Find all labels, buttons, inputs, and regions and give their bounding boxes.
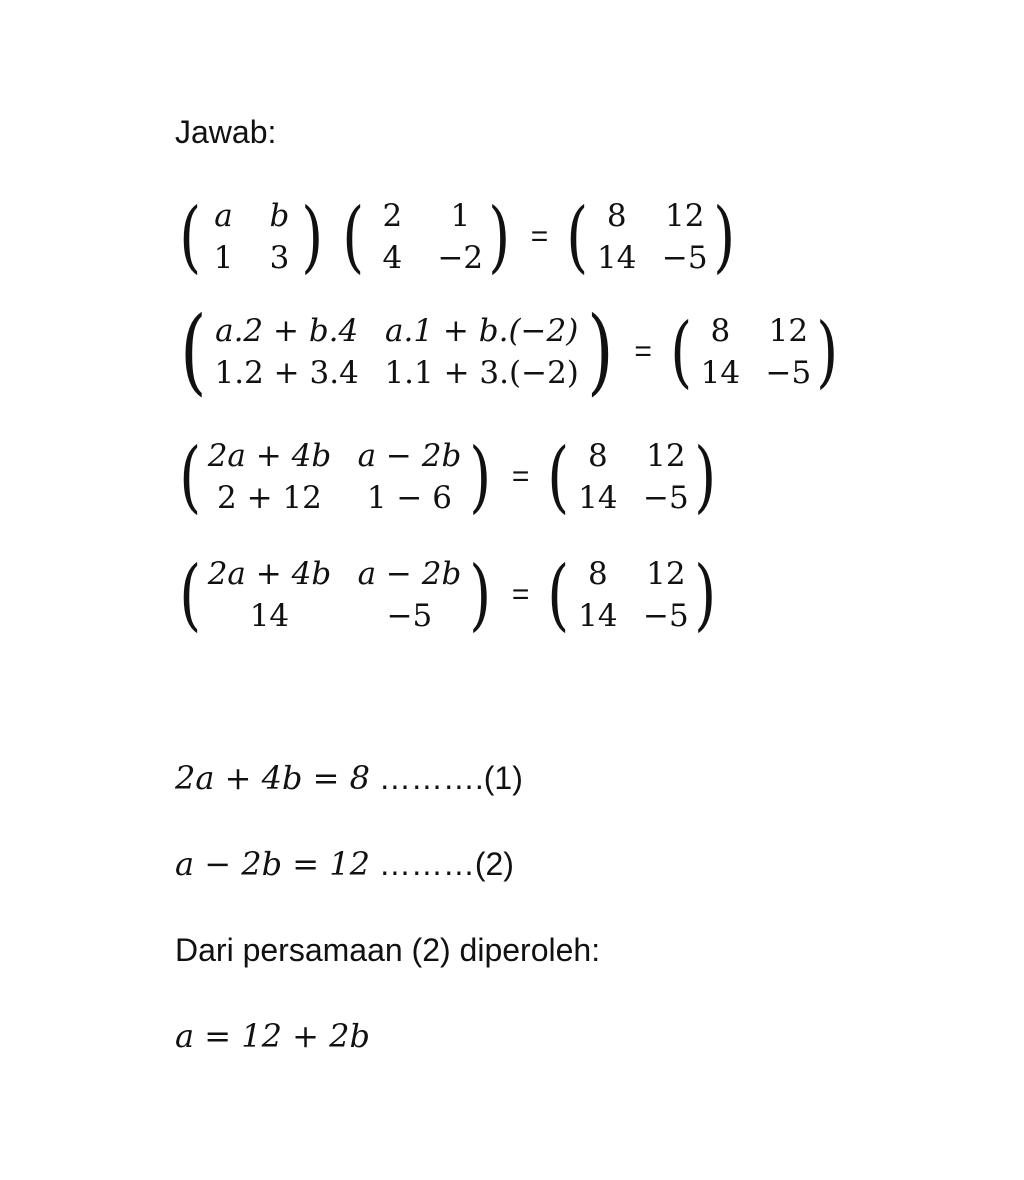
matrix-result <box>562 191 739 282</box>
left-paren: ( <box>179 191 202 282</box>
left-paren: ( <box>670 306 693 397</box>
left-paren: ( <box>180 297 207 407</box>
matrix-cell: 8 <box>710 312 731 349</box>
matrix-cell: b <box>269 197 290 234</box>
matrix-cell: −5 <box>765 354 812 391</box>
matrix-cell: 14 <box>578 597 618 634</box>
equals-sign: = <box>530 220 549 253</box>
matrix-cell: 1.1 + 3.(−2) <box>384 354 579 391</box>
matrix-product <box>175 297 618 407</box>
matrix-cell: 14 <box>249 597 290 634</box>
matrix-cell: a.1 + b.(−2) <box>385 312 579 349</box>
matrix-cell: 1 − 6 <box>366 479 452 516</box>
matrix-cell: 12 <box>646 555 686 592</box>
equation-tag: ………(2) <box>369 846 514 882</box>
matrix-cells <box>205 553 465 637</box>
right-paren: ) <box>586 297 614 407</box>
matrix-cells <box>593 195 709 279</box>
matrix-cell: a.2 + b.4 <box>215 312 359 349</box>
matrix-cells <box>368 195 484 279</box>
equation-math: 2a + 4b = 8 <box>175 759 370 797</box>
matrix-cell: 12 <box>664 197 705 234</box>
equation-2 <box>175 845 514 883</box>
equation-tag: ……….(1) <box>369 760 523 796</box>
matrix-simplified <box>175 431 496 522</box>
matrix-cell: 12 <box>768 312 809 349</box>
matrix-cell: 2 <box>382 197 403 234</box>
matrix-cell: 8 <box>587 437 608 474</box>
equals-sign: = <box>511 460 530 493</box>
matrix-cell: 3 <box>269 239 290 276</box>
matrix-cells <box>212 310 582 394</box>
matrix-cells <box>574 553 690 637</box>
matrix-cells <box>696 310 812 394</box>
left-paren: ( <box>547 431 570 522</box>
equation-math: a − 2b = 12 <box>175 845 370 883</box>
matrix-cell: 2 + 12 <box>217 479 322 516</box>
matrix-cell: −5 <box>661 239 708 276</box>
matrix-cell: 2a + 4b <box>207 555 332 592</box>
matrix-cells <box>574 435 690 519</box>
matrix-cell: 12 <box>646 437 686 474</box>
equals-sign: = <box>511 578 530 611</box>
right-paren: ) <box>469 431 492 522</box>
matrix-cell: 2a + 4b <box>207 437 332 474</box>
right-paren: ) <box>694 549 717 640</box>
matrix-result <box>666 306 843 397</box>
left-paren: ( <box>179 431 202 522</box>
matrix-cell: 14 <box>578 479 618 516</box>
matrix-equation-3 <box>175 431 720 522</box>
result-equation: a = 12 + 2b <box>175 1017 370 1055</box>
left-paren: ( <box>342 191 365 282</box>
matrix-cell: 14 <box>700 354 741 391</box>
matrix-cell: −5 <box>386 597 433 634</box>
right-paren: ) <box>301 191 324 282</box>
right-paren: ) <box>712 191 735 282</box>
answer-heading: Jawab: <box>175 114 277 150</box>
matrix-cell: 1.2 + 3.4 <box>214 354 359 391</box>
matrix-equation-4 <box>175 549 720 640</box>
equation-1 <box>175 759 523 797</box>
left-paren: ( <box>547 549 570 640</box>
right-paren: ) <box>694 431 717 522</box>
matrix-cell: 8 <box>606 197 627 234</box>
derivation-text: Dari persamaan (2) diperoleh: <box>175 932 601 968</box>
matrix-cell: 4 <box>382 239 403 276</box>
matrix-cells <box>205 195 297 279</box>
matrix-cell: 14 <box>596 239 637 276</box>
matrix-cell: 1 <box>213 239 234 276</box>
matrix-cell: −5 <box>642 597 689 634</box>
right-paren: ) <box>469 549 492 640</box>
matrix-equation-2 <box>175 297 843 407</box>
matrix-cell: a <box>214 197 233 234</box>
right-paren: ) <box>816 306 839 397</box>
equals-sign: = <box>634 335 652 368</box>
matrix-cell: 8 <box>587 555 608 592</box>
matrix-cell: a − 2b <box>357 555 462 592</box>
matrix-cell: a − 2b <box>357 437 462 474</box>
left-paren: ( <box>566 191 589 282</box>
matrix-ab13 <box>175 191 328 282</box>
left-paren: ( <box>179 549 202 640</box>
matrix-result <box>543 431 720 522</box>
matrix-cell: −2 <box>437 239 484 276</box>
right-paren: ) <box>488 191 511 282</box>
matrix-cells <box>205 435 465 519</box>
matrix-equation-1 <box>175 191 739 282</box>
matrix-cell: −5 <box>642 479 689 516</box>
matrix-evaluated <box>175 549 496 640</box>
matrix-result <box>543 549 720 640</box>
matrix-cell: 1 <box>450 197 471 234</box>
matrix-2-1-4-m2 <box>338 191 515 282</box>
